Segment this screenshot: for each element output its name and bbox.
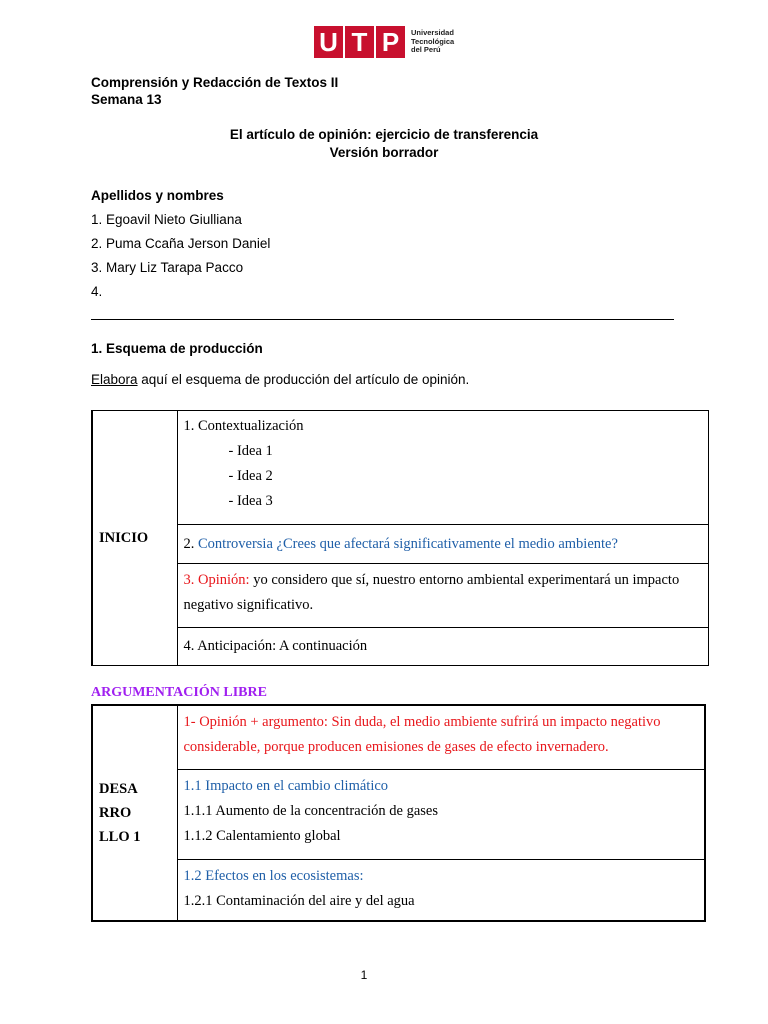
instruction-underlined: Elabora [91,372,138,387]
instruction-text: Elabora aquí el esquema de producción del artículo de opinión. [91,372,470,387]
subtopic-1-item-2: 1.1.2 Calentamiento global [183,827,341,844]
logo-letters [314,26,407,58]
logo-letter-p: P [376,26,405,58]
document-title [0,126,768,162]
argumentation-heading: ARGUMENTACIÓN LIBRE [91,685,267,700]
opinion-argument: 1- Opinión + argumento: Sin duda, el medio ambiente sufrirá un impacto negativo considerable, porque producen emisiones de gases de efecto invernadero. [183,714,661,755]
student-1: 1. Egoavil Nieto Giulliana [91,212,242,227]
subtopic-2-title: 1.2 Efectos en los ecosistemas: [183,867,364,884]
logo-letter-u: U [314,26,343,58]
desarrollo-table [91,704,706,922]
title-line-2: Versión borrador [329,145,439,160]
student-3: 3. Mary Liz Tarapa Pacco [91,260,244,275]
students-heading: Apellidos y nombres [91,188,224,203]
context-title: 1. Contextualización [183,418,304,434]
opinion-label: 3. Opinión: [183,572,250,588]
idea-1: - Idea 1 [228,443,273,459]
idea-3: - Idea 3 [228,493,273,509]
subtopic-2-cell [177,859,705,921]
desarrollo-label: DESA RRO LLO 1 [92,705,177,921]
subtopic-1-title: 1.1 Impacto en el cambio climático [183,777,389,794]
title-line-1: El artículo de opinión: ejercicio de transferencia [229,127,539,142]
week-label: Semana 13 [91,92,162,107]
subtopic-2-item-1: 1.2.1 Contaminación del aire y del agua [183,892,415,909]
utp-logo [314,26,454,58]
divider-line [91,319,674,320]
opinion-cell [177,564,709,628]
controversy-cell: 2. Controversia ¿Crees que afectará significativamente el medio ambiente? [177,525,709,564]
controversy-text: Controversia ¿Crees que afectará significativamente el medio ambiente? [198,535,618,552]
anticipation-cell: 4. Anticipación: A continuación [177,628,709,666]
student-2: 2. Puma Ccaña Jerson Daniel [91,236,271,251]
logo-university-name: Universidad Tecnológica del Perú [411,28,455,55]
idea-2: - Idea 2 [228,468,273,484]
inicio-table [91,410,709,666]
opinion-text: yo considero que sí, nuestro entorno ambiental experimentará un impacto negativo significativo. [183,572,680,613]
logo-letter-t: T [345,26,374,58]
section-heading: 1. Esquema de producción [91,341,263,356]
page-number: 1 [360,968,368,982]
student-4: 4. [91,284,103,299]
opinion-argument-cell [177,705,705,769]
subtopic-1-cell [177,769,705,859]
course-header [91,74,338,108]
inicio-label: INICIO [92,411,177,666]
course-title: Comprensión y Redacción de Textos II [91,75,339,90]
context-cell [177,411,709,525]
subtopic-1-item-1: 1.1.1 Aumento de la concentración de gases [183,802,438,819]
